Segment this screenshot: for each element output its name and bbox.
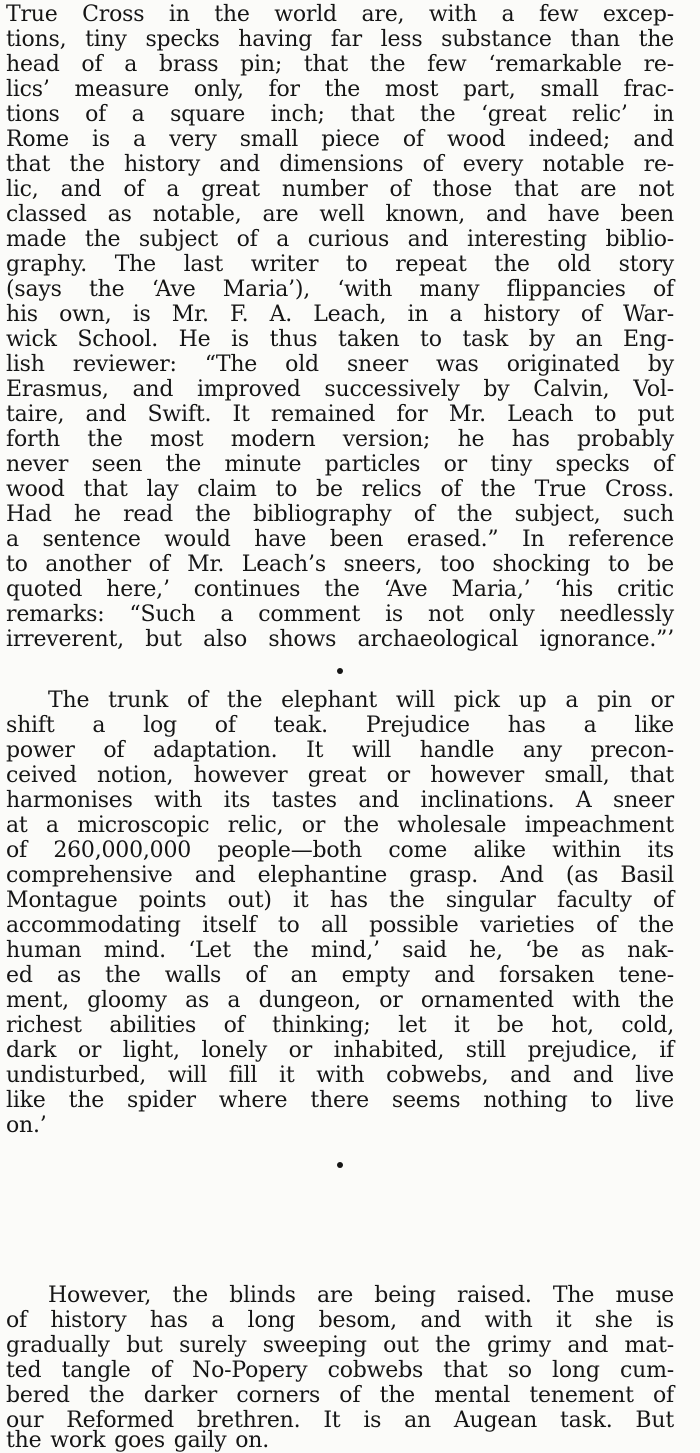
text-line: on.’ [6,1113,47,1138]
text-line: of 260,000,000 people—both come alike within its [6,838,674,863]
text-line: remarks: “Such a comment is not only needlessly [6,602,674,627]
text-line: wood that lay claim to be relics of the True Cross. [6,477,674,502]
text-line: made the subject of a curious and interesting biblio- [6,227,674,252]
text-line: forth the most modern version; he has probably [6,427,674,452]
text-line: richest abilities of thinking; let it be hot, cold, [6,1013,674,1038]
text-line: (says the ‘Ave Maria’), ‘with many flippancies of [6,277,674,302]
text-line: ted tangle of No-Popery cobwebs that so long cum- [6,1358,674,1383]
text-line: wick School. He is thus taken to task by an Eng- [6,327,674,352]
text-line: his own, is Mr. F. A. Leach, in a history of War- [6,302,674,327]
text-line: ed as the walls of an empty and forsaken tene- [6,963,674,988]
text-line: taire, and Swift. It remained for Mr. Leach to put [6,402,674,427]
text-line: power of adaptation. It will handle any precon- [6,738,674,763]
text-line: tions of a square inch; that the ‘great relic’ in [6,102,674,127]
text-line: dark or light, lonely or inhabited, still prejudice, if [6,1038,674,1063]
text-line: shift a log of teak. Prejudice has a like [6,713,674,738]
section-separator-dot [337,1162,343,1168]
text-line: comprehensive and elephantine grasp. And (as Basil [6,863,674,888]
text-line: quoted here,’ continues the ‘Ave Maria,’ ‘his critic [6,577,674,602]
text-line: accommodating itself to all possible varieties of the [6,913,674,938]
text-line: graphy. The last writer to repeat the old story [6,252,674,277]
text-line: irreverent, but also shows archaeological ignorance.”’ [6,627,674,652]
text-line: Erasmus, and improved successively by Calvin, Vol- [6,377,674,402]
text-line: tions, tiny specks having far less substance than the [6,27,674,52]
text-line: ceived notion, however great or however small, that [6,763,674,788]
text-line: bered the darker corners of the mental tenement of [6,1383,674,1408]
text-line: Rome is a very small piece of wood indeed; and [6,127,674,152]
text-line: classed as notable, are well known, and have been [6,202,674,227]
text-line: to another of Mr. Leach’s sneers, too shocking to be [6,552,674,577]
text-line: head of a brass pin; that the few ‘remarkable re- [6,52,674,77]
text-line: lics’ measure only, for the most part, small frac- [6,77,674,102]
text-line: our Reformed brethren. It is an Augean task. But [6,1408,674,1433]
text-line: at a microscopic relic, or the wholesale impeachment [6,813,674,838]
text-line: a sentence would have been erased.” In reference [6,527,674,552]
text-line: True Cross in the world are, with a few excep- [6,2,674,27]
text-line: never seen the minute particles or tiny specks of [6,452,674,477]
text-line: lish reviewer: “The old sneer was originated by [6,352,674,377]
text-line: of history has a long besom, and with it she is [6,1308,674,1333]
text-line: Montague points out) it has the singular faculty of [6,888,674,913]
text-line: that the history and dimensions of every notable re- [6,152,674,177]
text-line: like the spider where there seems nothing to live [6,1088,674,1113]
text-line: Had he read the bibliography of the subject, such [6,502,674,527]
text-line: ment, gloomy as a dungeon, or ornamented with the [6,988,674,1013]
text-line: However, the blinds are being raised. The muse [48,1283,674,1308]
text-line: gradually but surely sweeping out the grimy and mat- [6,1333,674,1358]
text-line: The trunk of the elephant will pick up a pin or [48,688,674,713]
section-separator-dot [337,668,343,674]
text-line: lic, and of a great number of those that are not [6,177,674,202]
text-line: the work goes gaily on. [6,1428,270,1453]
text-line: undisturbed, will fill it with cobwebs, and and live [6,1063,674,1088]
text-line: human mind. ‘Let the mind,’ said he, ‘be as nak- [6,938,674,963]
text-line: harmonises with its tastes and inclinations. A sneer [6,788,674,813]
